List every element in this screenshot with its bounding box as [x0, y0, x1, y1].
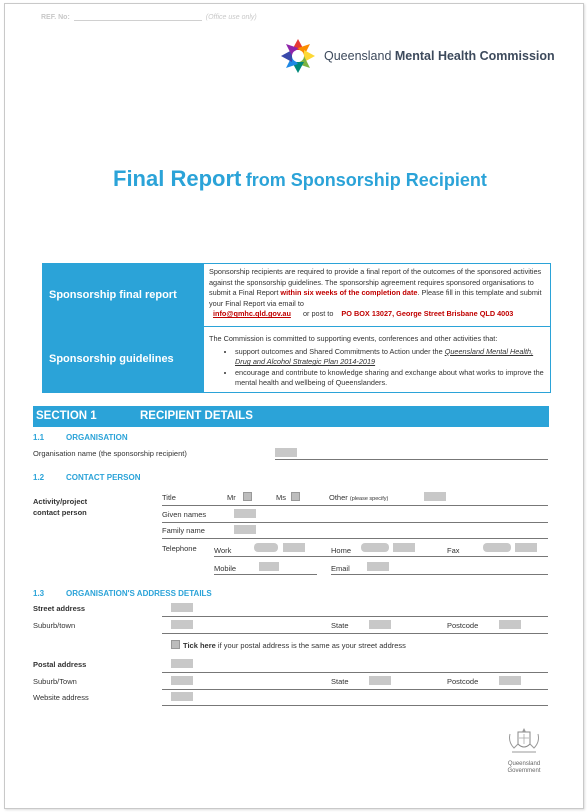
street-address-label: Street address: [33, 604, 86, 613]
given-names-label: Given names: [162, 510, 207, 519]
section-title: RECIPIENT DETAILS: [140, 410, 253, 422]
mobile-field[interactable]: [259, 562, 279, 571]
contact-title: CONTACT PERSON: [66, 473, 141, 482]
ref-input-line[interactable]: [74, 20, 202, 21]
email-field[interactable]: [367, 562, 389, 571]
given-names-field[interactable]: [234, 509, 256, 518]
address-num: 1.3: [33, 589, 45, 598]
ms-label: Ms: [276, 493, 286, 502]
guideline-item: • encourage and contribute to knowledge sharing and exchange about what works to improve the mental health and wellbeing of Queenslanders.: [235, 368, 544, 389]
crest-icon: [504, 726, 544, 756]
title-line: [162, 505, 548, 506]
mobile-label: Mobile: [214, 564, 237, 573]
website-label: Website address: [33, 693, 89, 702]
fax-label: Fax: [447, 546, 460, 555]
state-field[interactable]: [369, 620, 391, 629]
org-num: 1.1: [33, 433, 45, 442]
page-title: [113, 166, 487, 192]
family-name-field[interactable]: [234, 525, 256, 534]
suburb-line: [162, 633, 548, 634]
document-page: [4, 3, 584, 809]
telephone-line: [214, 556, 548, 557]
final-report-text: Sponsorship recipients are required to provide a final report of the outcomes of the sponsored activities against the sponsorship guidelines. The sponsorship agreement requires sponsored organisations to submit a Final Report within six weeks of the completion date. Please fill in this template and submit your Final Report via email to info@qmhc.qld.gov.au or post to PO BOX 13027, George Street Brisbane QLD 4003: [209, 267, 542, 319]
title-sub: from Sponsorship Recipient: [245, 170, 487, 190]
work-label: Work: [214, 546, 232, 555]
contact-num: 1.2: [33, 473, 45, 482]
email-link[interactable]: info@qmhc.qld.gov.au: [213, 309, 291, 319]
ref-label: REF. No:: [41, 14, 70, 21]
suburb-label: Suburb/town: [33, 621, 76, 630]
po-box: PO BOX 13027, George Street Brisbane QLD 4003: [341, 309, 514, 319]
family-name-line: [162, 538, 548, 539]
home-number[interactable]: [393, 543, 415, 552]
suburb2-field[interactable]: [171, 676, 193, 685]
qmhc-logo: [280, 38, 555, 74]
fax-area-code[interactable]: [483, 543, 511, 552]
same-address-checkbox[interactable]: [171, 640, 180, 649]
work-area-code[interactable]: [254, 543, 278, 552]
state2-field[interactable]: [369, 676, 391, 685]
section-1-header: [33, 406, 549, 427]
contact-group-label-2: contact person: [33, 508, 87, 517]
title-label: Title: [162, 493, 176, 502]
guidelines-text: The Commission is committed to supporting events, conferences and other activities that: • support outcomes and Shared Commitments to Action under the Queensland Mental Health, Drug and Alcohol Strategic Plan 2014-2019 • encourage and contribute to knowledge sharing and exchange about what works to improve the mental health and wellbeing of Queenslanders.: [209, 334, 544, 389]
contact-group-label-1: Activity/project: [33, 497, 88, 506]
fax-number[interactable]: [515, 543, 537, 552]
org-name-line: [275, 459, 548, 460]
qld-government-crest: [502, 726, 546, 775]
ref-number: [41, 14, 257, 21]
suburb2-label: Suburb/Town: [33, 677, 77, 686]
website-line: [162, 705, 548, 706]
postcode-label: Postcode: [447, 621, 479, 630]
guidelines-label: Sponsorship guidelines: [43, 326, 204, 392]
street-address-line: [162, 616, 548, 617]
org-name-label: Organisation name (the sponsorship recipient): [33, 449, 187, 458]
street-address-field[interactable]: [171, 603, 193, 612]
suburb-field[interactable]: [171, 620, 193, 629]
mobile-line: [214, 574, 317, 575]
same-address-label: Tick here if your postal address is the same as your street address: [183, 641, 406, 650]
email-label: Email: [331, 564, 350, 573]
qmhc-logo-icon: [280, 38, 316, 74]
postal-address-field[interactable]: [171, 659, 193, 668]
guideline-item: • support outcomes and Shared Commitments to Action under the Queensland Mental Health, Drug and Alcohol Strategic Plan 2014-2019: [235, 347, 544, 368]
state-label: State: [331, 621, 349, 630]
ms-checkbox[interactable]: [291, 492, 300, 501]
postcode-field[interactable]: [499, 620, 521, 629]
home-area-code[interactable]: [361, 543, 389, 552]
section-number: SECTION 1: [36, 410, 97, 422]
telephone-label: Telephone: [162, 544, 197, 553]
guidelines-list: [209, 347, 544, 389]
postcode2-label: Postcode: [447, 677, 479, 686]
email-line: [331, 574, 548, 575]
logo-text: Queensland Mental Health Commission: [324, 49, 555, 63]
home-label: Home: [331, 546, 352, 555]
org-title: ORGANISATION: [66, 433, 128, 442]
title-main: Final Report: [113, 166, 242, 191]
postal-address-label: Postal address: [33, 660, 87, 669]
other-title-field[interactable]: [424, 492, 446, 501]
other-label: Other (please specify): [329, 493, 389, 502]
website-field[interactable]: [171, 692, 193, 701]
mr-label: Mr: [227, 493, 236, 502]
info-box: [42, 263, 551, 393]
postal-address-line: [162, 672, 548, 673]
postcode2-field[interactable]: [499, 676, 521, 685]
work-number[interactable]: [283, 543, 305, 552]
guidelines-row: [43, 326, 550, 392]
crest-text-2: Government: [507, 768, 541, 774]
state2-label: State: [331, 677, 349, 686]
crest-text-1: Queensland: [507, 761, 541, 767]
suburb2-line: [162, 689, 548, 690]
strategic-plan-link[interactable]: Queensland Mental Health, Drug and Alcohol Strategic Plan 2014-2019: [235, 346, 534, 367]
final-report-row: [43, 264, 550, 327]
given-names-line: [162, 522, 548, 523]
family-name-label: Family name: [162, 526, 205, 535]
office-use-note: (Office use only): [205, 14, 257, 21]
final-report-label: Sponsorship final report: [43, 264, 204, 326]
org-name-field[interactable]: [275, 448, 297, 457]
address-title: ORGANISATION'S ADDRESS DETAILS: [66, 589, 212, 598]
mr-checkbox[interactable]: [243, 492, 252, 501]
